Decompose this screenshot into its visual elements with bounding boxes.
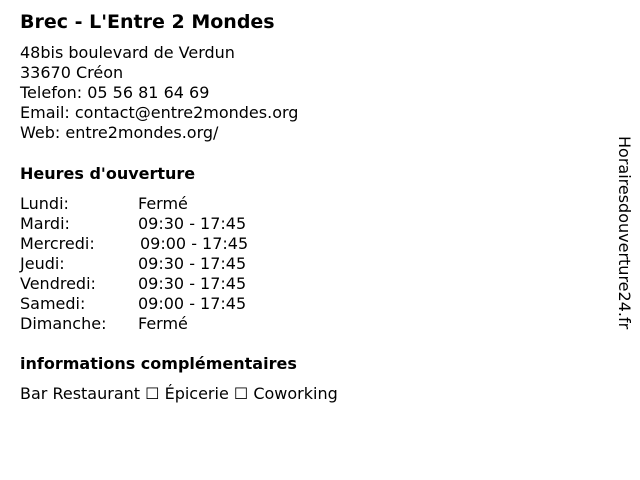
checkbox-icon: ☐ xyxy=(233,384,249,403)
day-label: Dimanche: xyxy=(20,314,107,333)
day-label: Jeudi: xyxy=(20,254,65,273)
business-name: Brec - L'Entre 2 Mondes xyxy=(20,11,275,33)
tag-coworking: Coworking xyxy=(253,384,338,403)
day-hours: 09:00 - 17:45 xyxy=(138,294,247,313)
checkbox-icon: ☐ xyxy=(145,384,160,403)
address-street: 48bis boulevard de Verdun xyxy=(20,43,235,62)
tag-list xyxy=(20,384,338,404)
hours-row-monday xyxy=(20,194,320,214)
watermark-text: Horairesdouverture24.fr xyxy=(615,136,634,330)
hours-table xyxy=(20,194,320,334)
day-hours: 09:00 - 17:45 xyxy=(140,234,249,253)
hours-row-thursday xyxy=(20,254,320,274)
address-city: 33670 Créon xyxy=(20,63,124,82)
day-hours: 09:30 - 17:45 xyxy=(138,214,247,233)
day-hours: Fermé xyxy=(138,194,188,213)
hours-row-saturday xyxy=(20,294,320,314)
phone-line: Telefon: 05 56 81 64 69 xyxy=(20,83,210,102)
tag-epicerie: Épicerie xyxy=(164,384,229,403)
web-line: Web: entre2mondes.org/ xyxy=(20,123,219,142)
hours-row-wednesday xyxy=(20,234,320,254)
email-line: Email: contact@entre2mondes.org xyxy=(20,103,299,122)
info-heading: informations complémentaires xyxy=(20,354,297,373)
hours-row-sunday xyxy=(20,314,320,334)
day-label: Lundi: xyxy=(20,194,69,213)
day-label: Samedi: xyxy=(20,294,86,313)
day-hours: 09:30 - 17:45 xyxy=(138,254,247,273)
hours-row-friday xyxy=(20,274,320,294)
day-label: Vendredi: xyxy=(20,274,96,293)
hours-row-tuesday xyxy=(20,214,320,234)
day-label: Mercredi: xyxy=(20,234,95,253)
day-label: Mardi: xyxy=(20,214,70,233)
tag-bar-restaurant: Bar Restaurant xyxy=(20,384,141,403)
day-hours: Fermé xyxy=(138,314,188,333)
day-hours: 09:30 - 17:45 xyxy=(138,274,247,293)
business-contact xyxy=(20,43,298,143)
hours-heading: Heures d'ouverture xyxy=(20,164,196,183)
